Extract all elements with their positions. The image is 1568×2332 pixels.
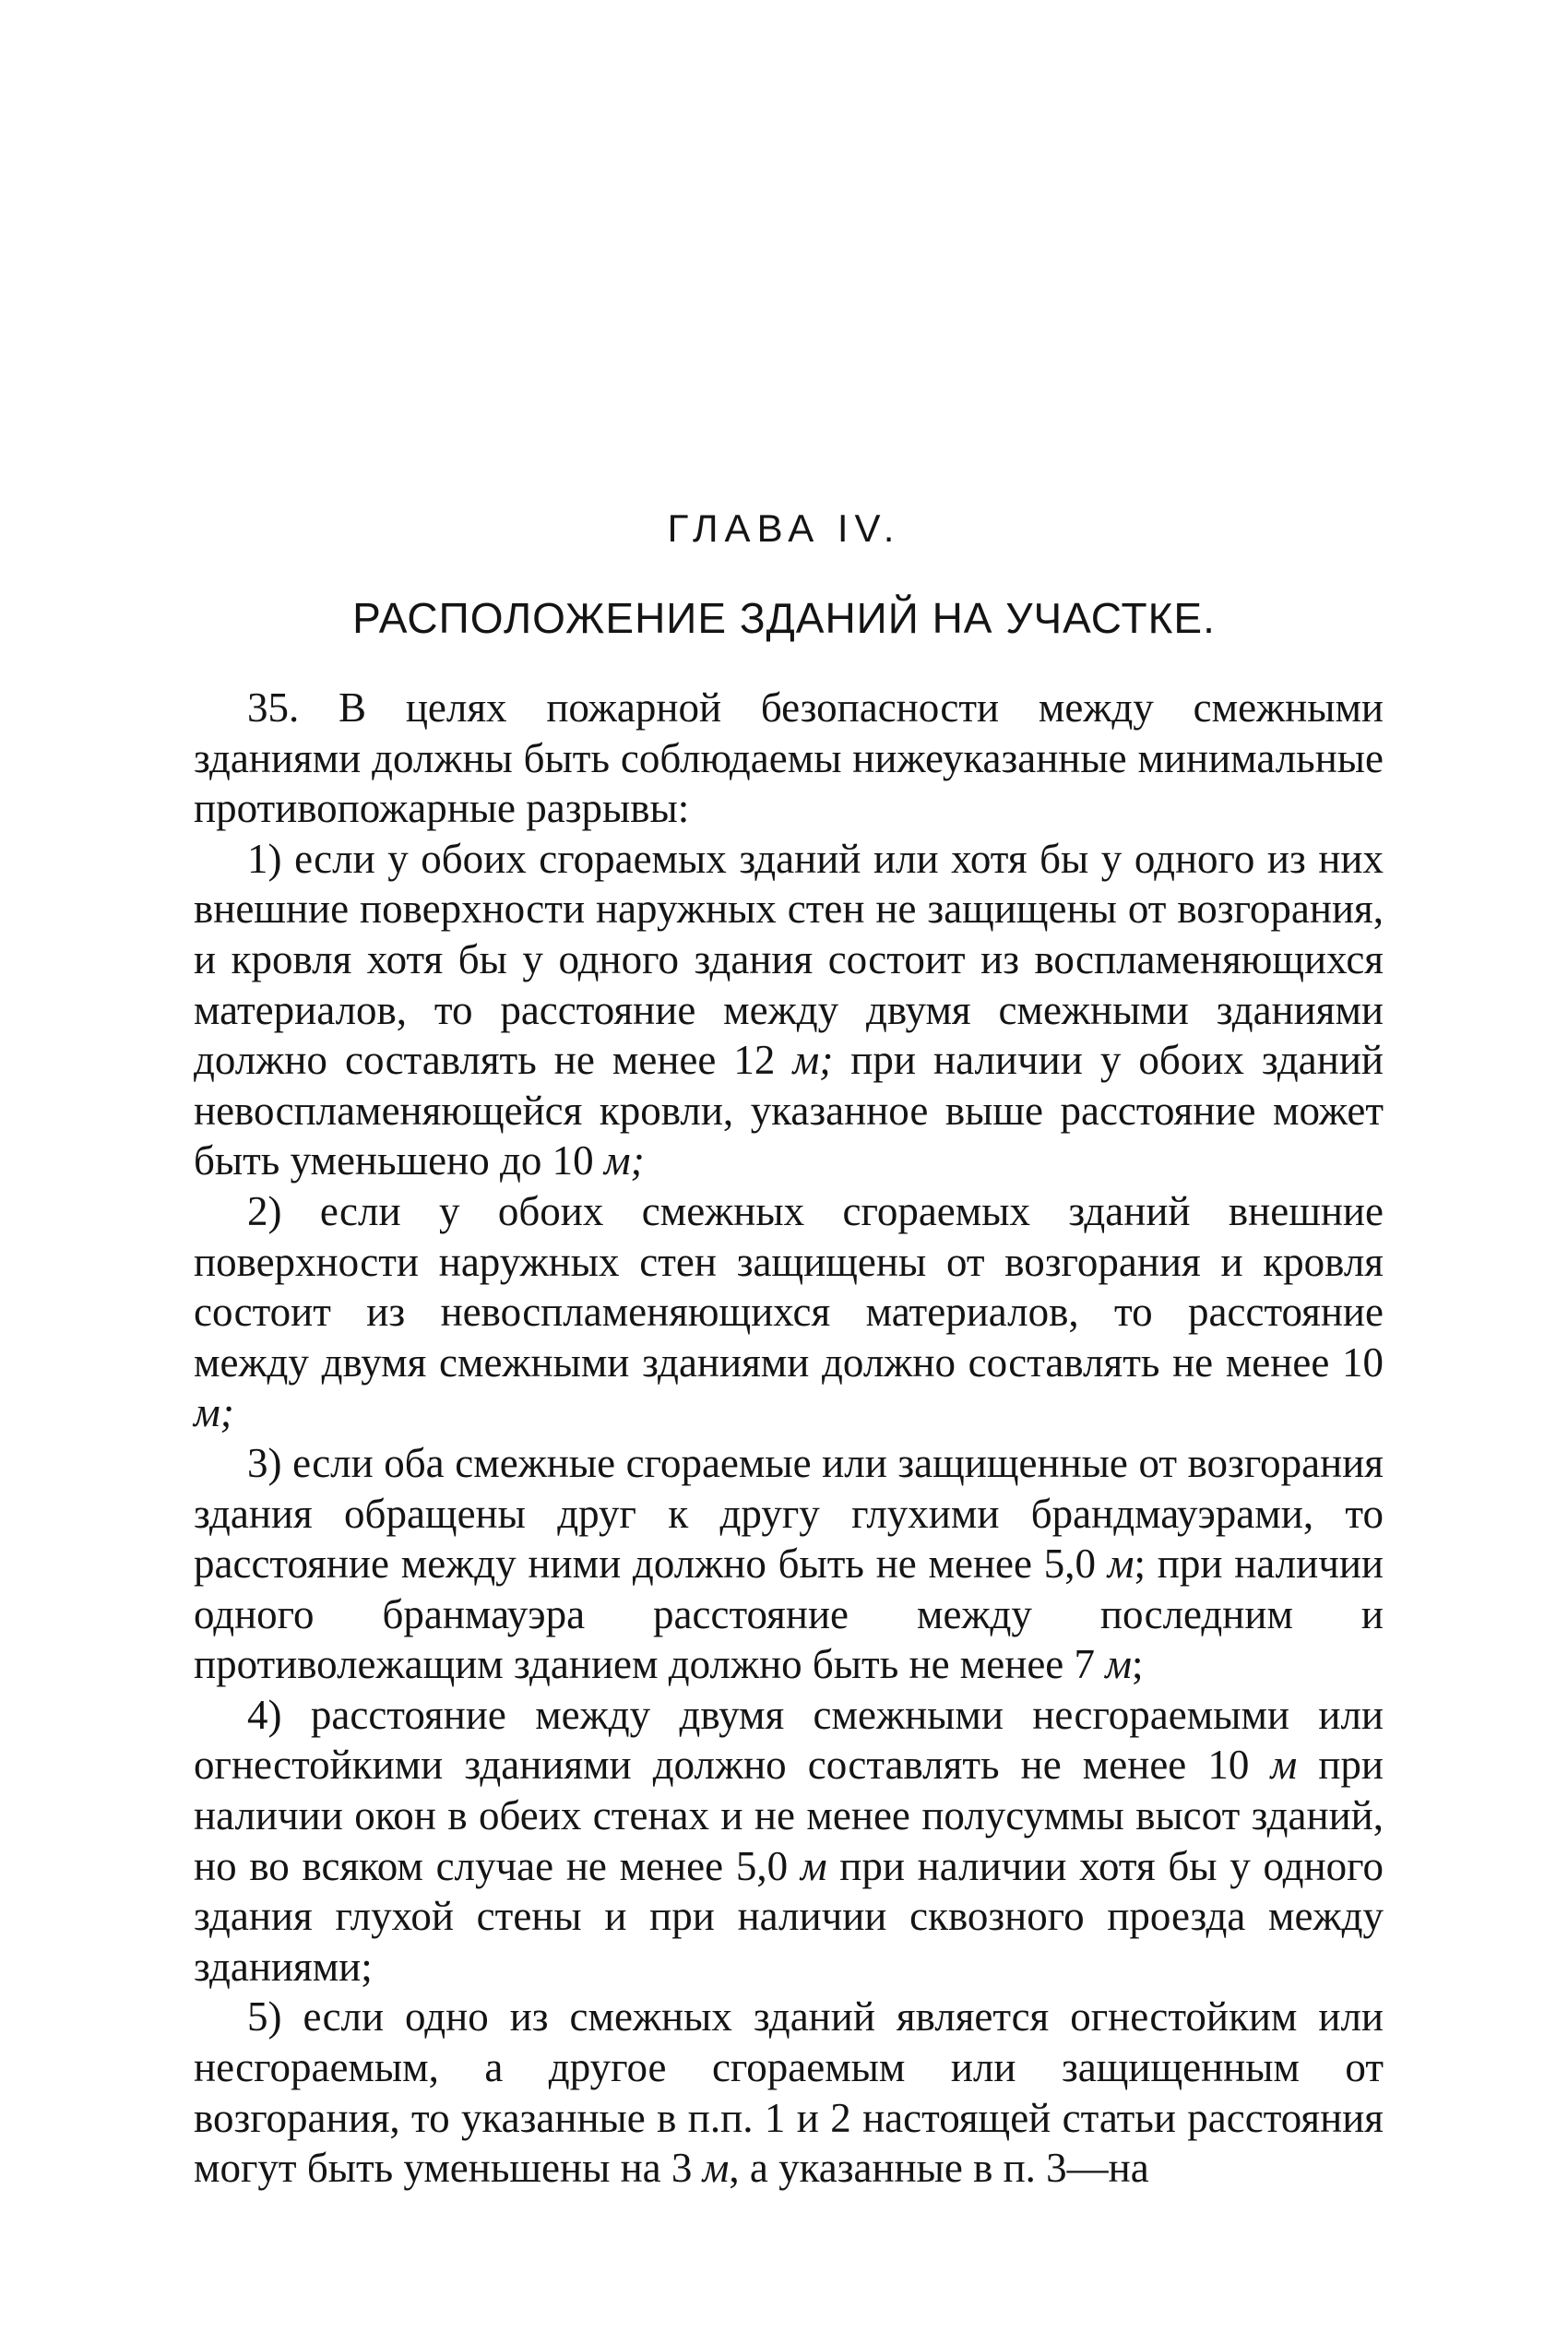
list-item-text: ; при наличии одного бранмауэра расстояние между последним и противолежащим зданием должно быть не менее 7 xyxy=(194,1541,1384,1688)
chapter-label: ГЛАВА IV. xyxy=(667,506,901,550)
article-intro-text: В целях пожарной безопасности между смежными зданиями должны быть соблюдаемы нижеуказанные минимальные противопожарные разрывы: xyxy=(194,684,1384,832)
list-item-number: 3) xyxy=(247,1439,282,1486)
unit-label: м; xyxy=(194,1389,234,1436)
list-item-number: 4) xyxy=(247,1691,282,1738)
unit-label: м; xyxy=(792,1037,834,1084)
unit-label: м xyxy=(702,2145,730,2192)
list-item-text: ; xyxy=(1131,1641,1144,1688)
list-item-number: 5) xyxy=(247,1993,282,2040)
list-item-text: если у обоих смежных сгораемых зданий внешние поверхности наружных стен защищены от возгорания и кровля состоит из невоспламеняющихся материалов, то расстояние между двумя смежными зданиями должно составлять не менее 10 xyxy=(194,1187,1384,1386)
chapter-title: РАСПОЛОЖЕНИЕ ЗДАНИЙ НА УЧАСТКЕ. xyxy=(352,594,1216,642)
list-item-2 xyxy=(194,1186,1384,1438)
list-item-text: , а указанные в п. 3—на xyxy=(729,2145,1149,2192)
list-item-text: расстояние между двумя смежными несгораемыми или огнестойкими зданиями должно составлять не менее 10 xyxy=(194,1691,1384,1789)
unit-label: м; xyxy=(603,1137,645,1184)
article-intro-paragraph xyxy=(194,683,1384,834)
list-item-5 xyxy=(194,1992,1384,2193)
list-item-1 xyxy=(194,834,1384,1186)
unit-label: м xyxy=(800,1842,827,1889)
list-item-text: при наличии у обоих зданий невоспламеняющейся кровли, указанное выше расстояние может быть уменьшено до 10 xyxy=(194,1037,1384,1184)
list-item-3 xyxy=(194,1438,1384,1690)
list-item-4 xyxy=(194,1690,1384,1993)
article-number: 35. xyxy=(247,684,300,731)
unit-label: м xyxy=(1107,1541,1134,1588)
list-item-number: 2) xyxy=(247,1187,282,1234)
unit-label: м xyxy=(1270,1742,1298,1789)
list-item-text: при наличии окон в обеих стенах и не менее полусуммы высот зданий, но во всяком случае не менее 5,0 xyxy=(194,1742,1384,1889)
list-item-number: 1) xyxy=(247,835,282,882)
article-body xyxy=(194,683,1384,2194)
unit-label: м xyxy=(1105,1641,1132,1688)
list-item-text: если у обоих сгораемых зданий или хотя бы у одного из них внешние поверхности наружных стен не защищены от возгорания, и кровля хотя бы у одного здания состоит из воспламеняющихся материалов, то расстояние между двумя смежными зданиями должно составлять не менее 12 xyxy=(194,835,1384,1084)
list-item-text: при наличии хотя бы у одного здания глухой стены и при наличии сквозного проезда между зданиями; xyxy=(194,1842,1384,1990)
list-item-text: если одно из смежных зданий является огнестойким или несгораемым, а другое сгораемым или защищенным от возгорания, то указанные в п.п. 1 и 2 настоящей статьи расстояния могут быть уменьшены на 3 xyxy=(194,1993,1384,2192)
list-item-text: если оба смежные сгораемые или защищенные от возгорания здания обращены друг к другу глухими брандмауэрами, то расстояние между ними должно быть не менее 5,0 xyxy=(194,1439,1384,1588)
